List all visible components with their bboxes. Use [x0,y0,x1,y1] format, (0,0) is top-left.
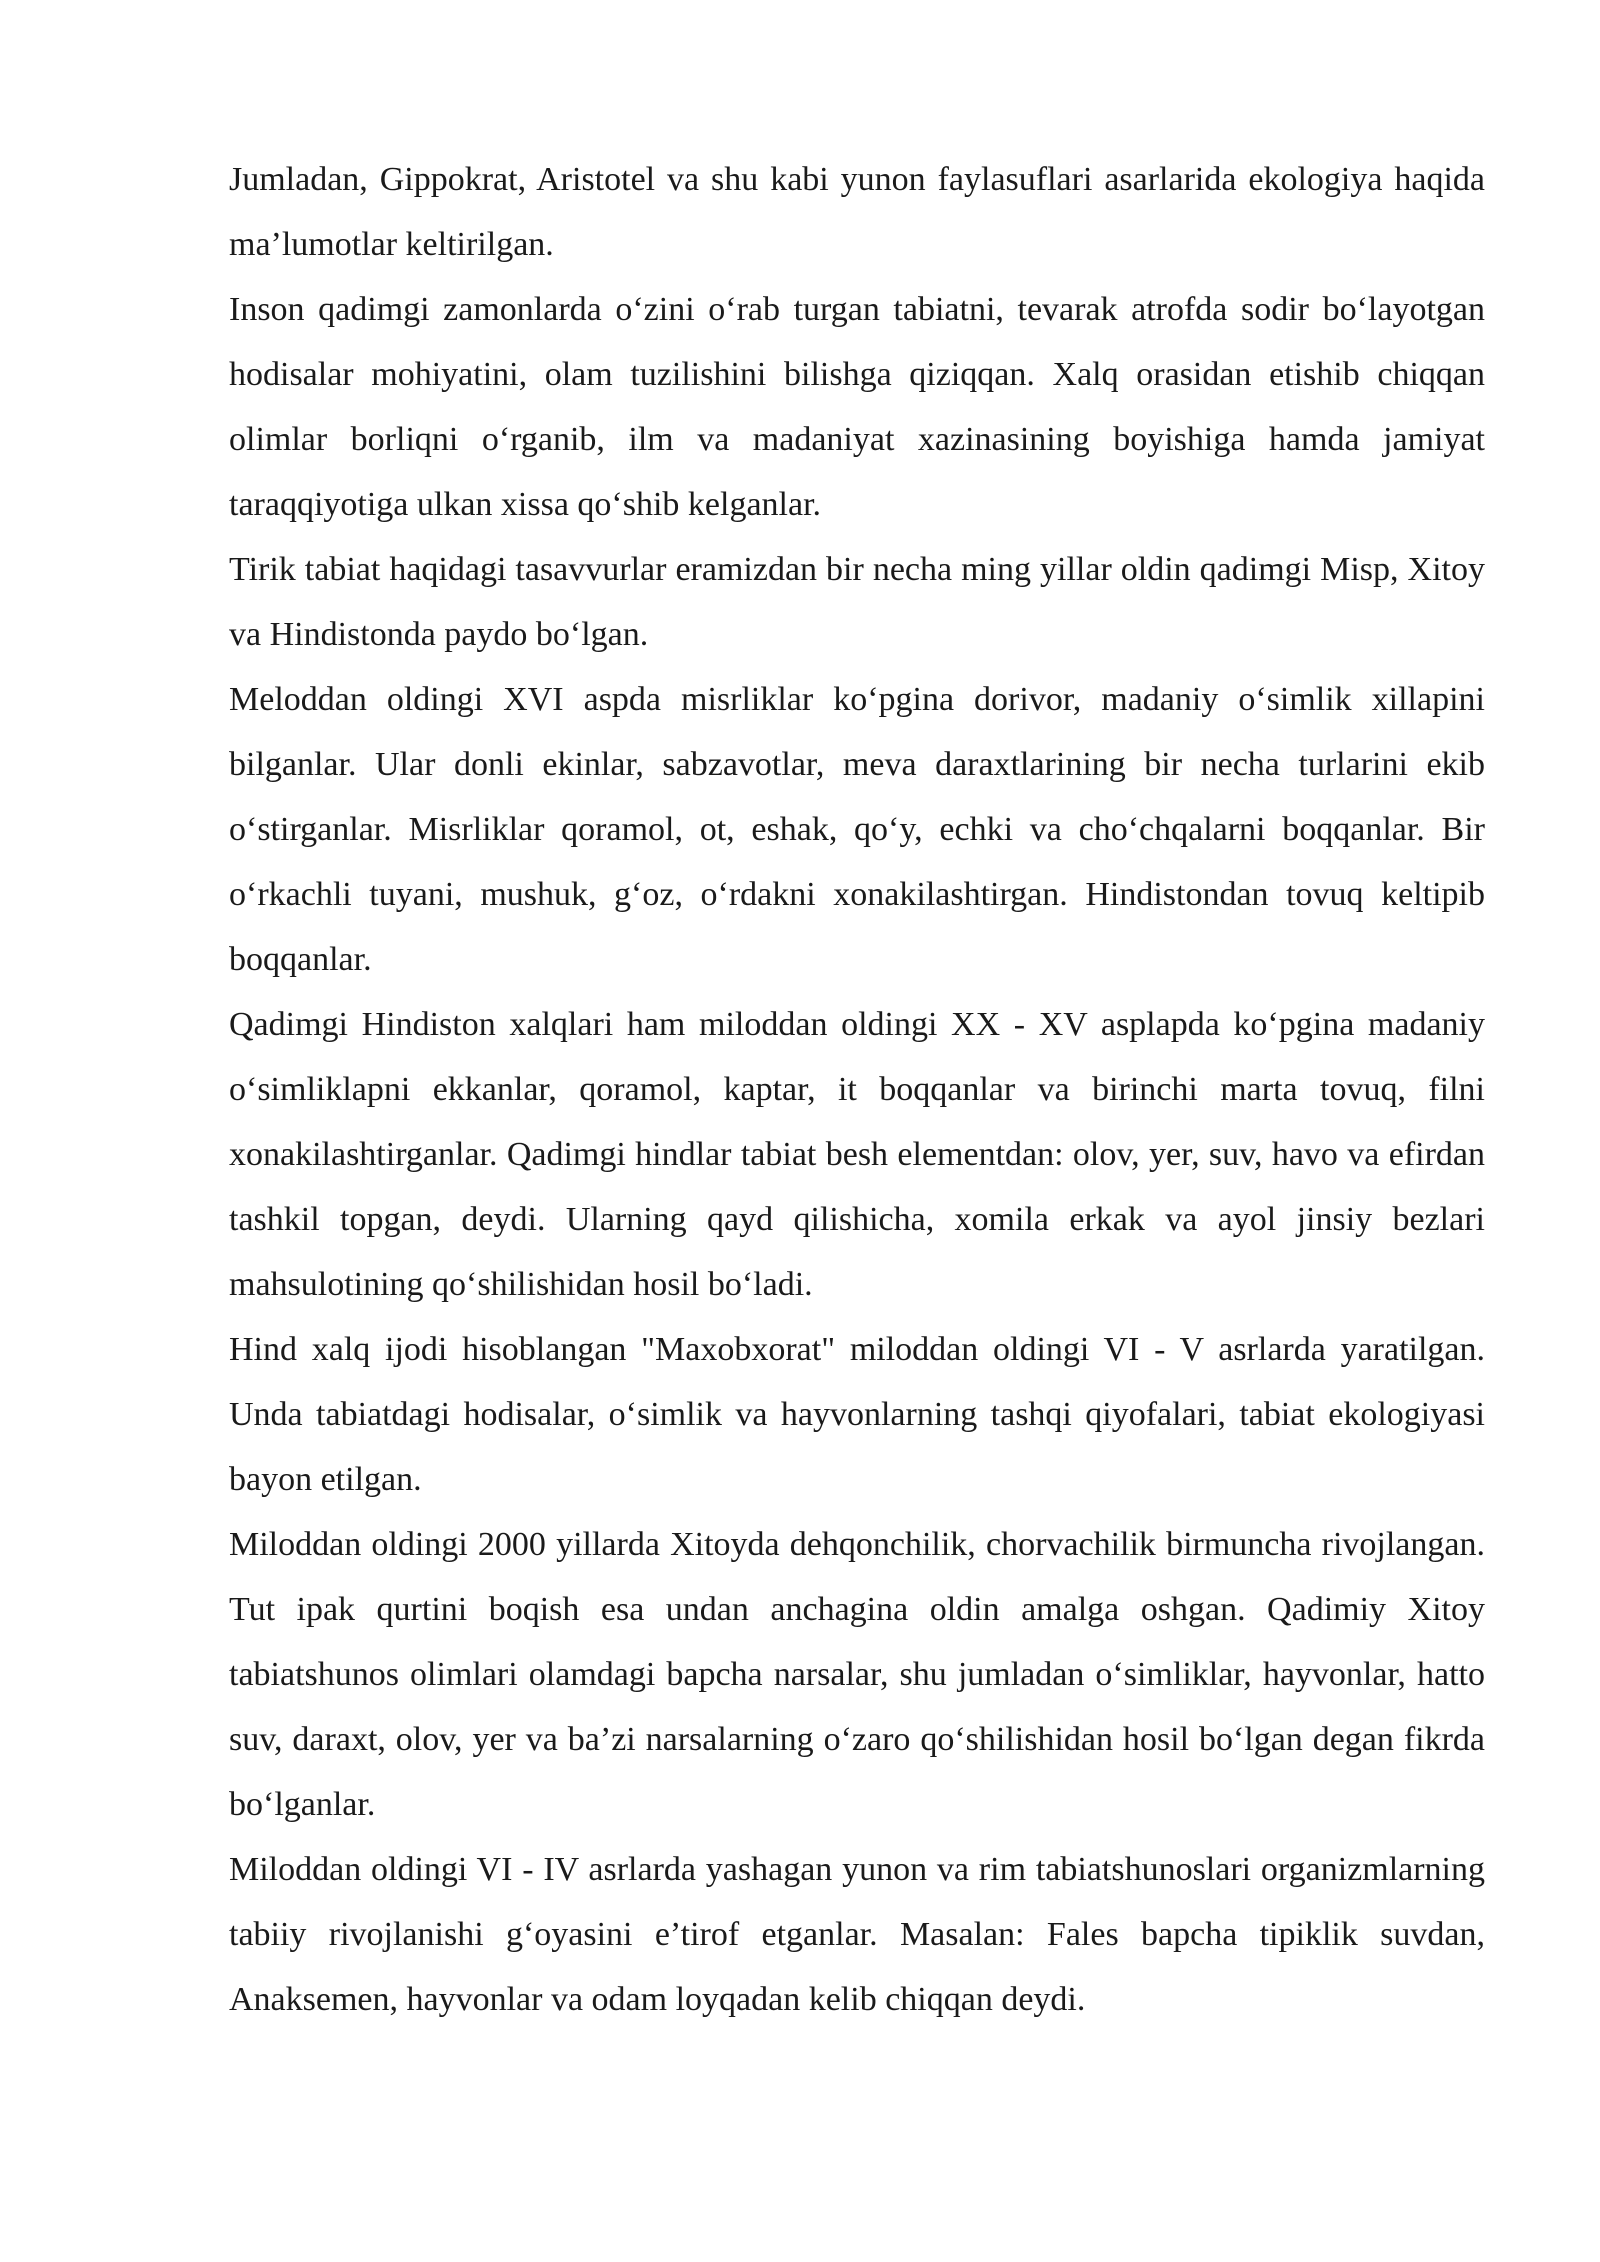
paragraph-4: Meloddan oldingi XVI aspda misrliklar ko‘pgina dorivor, madaniy o‘simlik xillapini bilganlar. Ular donli ekinlar, sabzavotlar, meva daraxtlarining bir necha turlarini ekib o‘stirganlar. Misrliklar qoramol, ot, eshak, qo‘y, echki va cho‘chqalarni boqqanlar. Bir o‘rkachli tuyani, mushuk, g‘oz, o‘rdakni xonakilashtirgan. Hindistondan tovuq keltipib boqqanlar. [229,681,1485,978]
paragraph-3: Tirik tabiat haqidagi tasavvurlar eramizdan bir necha ming yillar oldin qadimgi Misp, Xitoy va Hindistonda paydo bo‘lgan. [229,551,1485,653]
paragraph-1: Jumladan, Gippokrat, Aristotel va shu kabi yunon faylasuflari asarlarida ekologiya haqida ma’lumotlar keltirilgan. [229,161,1485,263]
text-body [229,147,1485,2032]
paragraph-8: Miloddan oldingi VI - IV asrlarda yashagan yunon va rim tabiatshunoslari organizmlarning tabiiy rivojlanishi g‘oyasini e’tirof etganlar. Masalan: Fales bapcha tipiklik suvdan, Anaksemen, hayvonlar va odam loyqadan kelib chiqqan deydi. [229,1851,1485,2018]
paragraph-5: Qadimgi Hindiston xalqlari ham miloddan oldingi XX - XV asplapda ko‘pgina madaniy o‘simliklapni ekkanlar, qoramol, kaptar, it boqqanlar va birinchi marta tovuq, filni xonakilashtirganlar. Qadimgi hindlar tabiat besh elementdan: olov, yer, suv, havo va efirdan tashkil topgan, deydi. Ularning qayd qilishicha, xomila erkak va ayol jinsiy bezlari mahsulotining qo‘shilishidan hosil bo‘ladi. [229,1006,1485,1303]
paragraph-2: Inson qadimgi zamonlarda o‘zini o‘rab turgan tabiatni, tevarak atrofda sodir bo‘layotgan hodisalar mohiyatini, olam tuzilishini bilishga qiziqqan. Xalq orasidan etishib chiqqan olimlar borliqni o‘rganib, ilm va madaniyat xazinasining boyishiga hamda jamiyat taraqqiyotiga ulkan xissa qo‘shib kelganlar. [229,291,1485,523]
paragraph-6: Hind xalq ijodi hisoblangan "Maxobxorat" miloddan oldingi VI - V asrlarda yaratilgan. Unda tabiatdagi hodisalar, o‘simlik va hayvonlarning tashqi qiyofalari, tabiat ekologiyasi bayon etilgan. [229,1331,1485,1498]
paragraph-7: Miloddan oldingi 2000 yillarda Xitoyda dehqonchilik, chorvachilik birmuncha rivojlangan. Tut ipak qurtini boqish esa undan anchagina oldin amalga oshgan. Qadimiy Xitoy tabiatshunos olimlari olamdagi bapcha narsalar, shu jumladan o‘simliklar, hayvonlar, hatto suv, daraxt, olov, yer va ba’zi narsalarning o‘zaro qo‘shilishidan hosil bo‘lgan degan fikrda bo‘lganlar. [229,1526,1485,1823]
